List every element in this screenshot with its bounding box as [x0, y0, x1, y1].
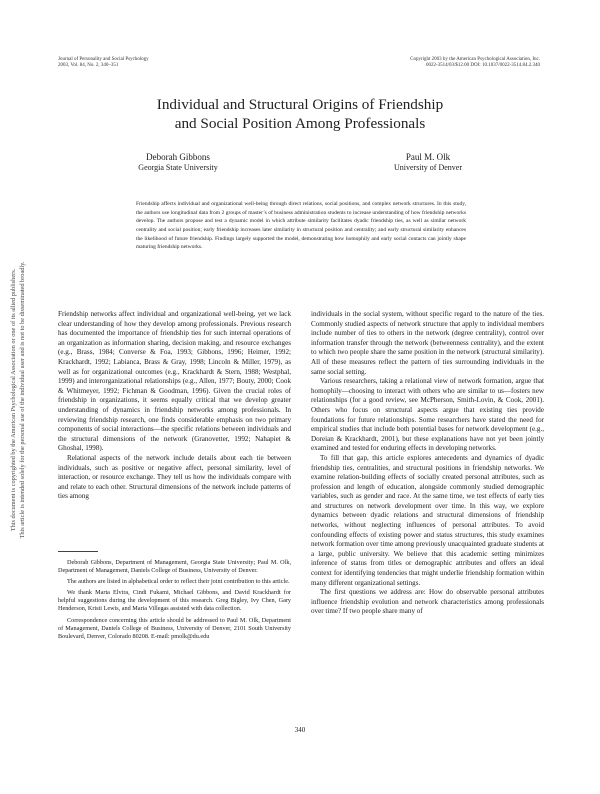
title-line-2: and Social Position Among Professionals: [174, 115, 426, 132]
footnote-authorship: The authors are listed in alphabetical order to reflect their joint contribution to this article.: [67, 578, 290, 586]
footnote-acknowledgments: We thank Marta Elvira, Cindi Fukami, Michael Gibbons, and David Krackhardt for helpful suggestions during the development of this research. Greg Bigley, Ivy Chen, Gary Henderson, Kristi Lewis, and Maria Villegas assisted with data collection.: [58, 589, 291, 613]
copyright-header: [410, 57, 540, 69]
doi-line: 0022-3514/03/$12.00 DOI: 10.1037/0022-3514.84.2.340: [425, 63, 540, 68]
body-paragraph: individuals in the social system, without specific regard to the nature of the ties. Commonly studied aspects of network structure that apply to individual members include number of ties to others in the network (degree centrality), control over information transfer through the network (betweenness centrality), and the extent to which two people share the same position in the network (structural similarity). All of these measures reflect the pattern of ties surrounding individuals in the same social setting.: [311, 310, 544, 376]
body-paragraph: Friendship networks affect individual and organizational well-being, yet we lack clear understanding of how they develop among professionals. Previous research has documented the importance of friendship ties for such internal operations of an organization as information sharing, decision making, and resource exchanges (e.g., Brass, 1984; Converse & Foa, 1993; Gibbons, 1996; Heimer, 1992; Krackhardt, 1992; Labianca, Brass & Gray, 1998; Lincoln & Miller, 1979), as well as for organizational outcomes (e.g., Krackhardt & Stern, 1988; Westphal, 1999) and interorganizational relationships (e.g., Allen, 1977; Bouty, 2000; Cook & Whitmeyer, 1992; Fichman & Goodman, 1996). Given the crucial roles of friendship in organizations, it seems equally critical that we develop greater understanding of dynamics in friendship networks among professionals. In reviewing friendship research, one finds considerable emphasis on two primary components of social interactions—the specific relations between individuals and the structural dimensions of the network (Granovetter, 1992; Nahapiet & Ghoshal, 1998).: [58, 310, 291, 453]
author-affiliation: Georgia State University: [138, 162, 218, 172]
side-copyright-notice: [8, 160, 26, 640]
page-number: 340: [294, 726, 306, 734]
side-notice-line-2: This article is intended solely for the personal use of the individual user and is not to be disseminated broadly.: [18, 261, 26, 539]
footnote-divider: [58, 551, 98, 552]
author-name: Paul M. Olk: [405, 152, 451, 162]
body-paragraph: Relational aspects of the network include details about each tie between individuals, such as positive or negative affect, personal similarity, level of interaction, or resource exchange. They tell us how the individuals compare with and relate to each other. Structural dimensions of the network include patterns of ties among: [58, 453, 291, 501]
journal-header: [58, 57, 149, 69]
footnote-correspondence: Correspondence concerning this article should be addressed to Paul M. Olk, Department of Management, Daniels College of Business, University of Denver, 2101 South University Boulevard, Denver, Colorado 80208. E-mail: pmolk@du.edu: [58, 616, 291, 640]
footnotes: [58, 559, 291, 644]
abstract: Friendship affects individual and organizational well-being through direct relations, social positions, and complex network structures. In this study, the authors use longitudinal data from 2 groups of master’s of business administration students to increase understanding of how friendship networks develop. The authors propose and test a dynamic model in which attribute similarity facilitates dyadic friendship ties, as well as similar network centrality and social position; early friendship increases later similarity in structural position and centrality; and early structural similarity enhances the likelihood of future friendship. Findings largely supported the model, demonstrating how homophily and early social contacts can jointly shape maturing friendship networks.: [136, 201, 466, 251]
author-name: Deborah Gibbons: [146, 152, 210, 162]
body-column-right: [311, 310, 544, 617]
side-notice-line-1: This document is copyrighted by the American Psychological Association or one of its allied publishers.: [10, 268, 17, 532]
article-title: [0, 95, 600, 133]
journal-name: Journal of Personality and Social Psychology: [58, 57, 149, 62]
body-column-left: [58, 310, 291, 502]
body-paragraph: The first questions we address are: How do observable personal attributes influence friendship evolution and network characteristics among professionals over time? If two people share many of: [311, 588, 544, 616]
author-2: [358, 152, 498, 173]
title-line-1: Individual and Structural Origins of Friendship: [156, 96, 444, 113]
copyright-notice: Copyright 2003 by the American Psychological Association, Inc.: [410, 57, 540, 62]
journal-volume: 2003, Vol. 84, No. 2, 340–351: [58, 63, 119, 68]
author-1: [108, 152, 248, 173]
body-paragraph: Various researchers, taking a relational view of network formation, argue that homophily—choosing to interact with others who are similar to us—fosters new relationships (for a good review, see McPherson, Smith-Lovin, & Cook, 2001). Others who focus on structural aspects argue that existing ties provide foundations for future relationships. Some researchers have stated the need for empirical studies that include both potential bases for network development (e.g., Doreian & Krackhardt, 2001), but these explanations have not yet been jointly examined and tested for enduring effects in developing networks.: [311, 377, 544, 453]
author-affiliation: University of Denver: [394, 162, 462, 172]
footnote-affiliations: Deborah Gibbons, Department of Management, Georgia State University; Paul M. Olk, Department of Management, Daniels College of Business, University of Denver.: [58, 559, 291, 575]
body-paragraph: To fill that gap, this article explores antecedents and dynamics of dyadic friendship ties, centralities, and structural positions in friendship networks. We examine relation-building effects of socially created personal attributes, such as profession and length of education, alongside commonly studied demographic variables, such as gender and race. At the same time, we test effects of early ties and structures on network development over time. In this way, we explore dynamics between dyadic relations and structural dimensions of friendship networks, without neglecting influences of personal attributes. To avoid confounding effects of existing power and status structures, this study examines network formation over time among previously unacquainted graduate students at a large, public university. We believe that this academic setting minimizes inference of status from titles or demographic attributes and offers an ideal context for identifying tendencies that might underlie friendship formation within many different organizational settings.: [311, 453, 544, 587]
